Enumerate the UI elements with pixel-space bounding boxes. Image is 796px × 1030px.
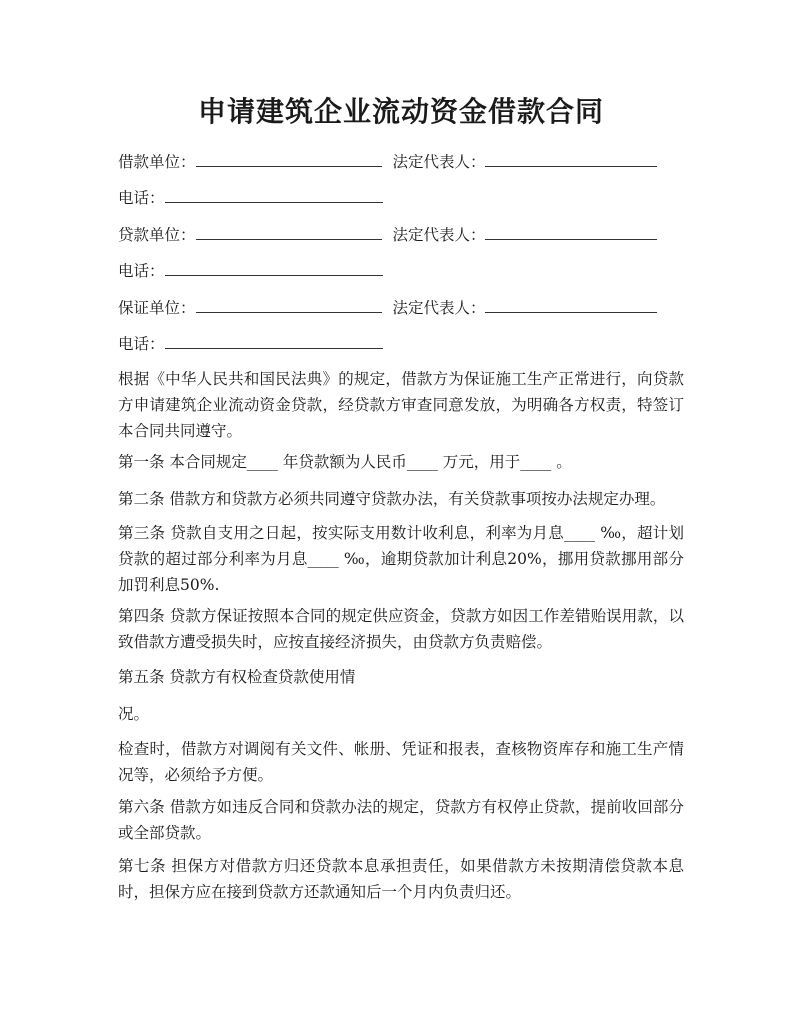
document-title: 申请建筑企业流动资金借款合同: [197, 95, 604, 128]
guarantor-blank: [196, 296, 382, 313]
lender-rep-label: 法定代表人：: [392, 226, 486, 244]
article-5-heading: 第五条 贷款方有权检查贷款使用情: [118, 668, 356, 686]
article-7: 第七条 担保方对借款方归还贷款本息承担责任，如果借款方未按期清偿贷款本息时，担保方应在接到贷款方还款通知后一个月内负责归还。: [118, 857, 684, 901]
article-4: 第四条 贷款方保证按照本合同的规定供应资金，贷款方如因工作差错贻误用款，以致借款方遭受损失时，应按直接经济损失，由贷款方负责赔偿。: [118, 607, 684, 651]
article-5-continuation: 况。: [118, 705, 150, 723]
borrower-phone-blank: [165, 186, 383, 203]
borrower-rep-blank: [485, 150, 657, 167]
article-5-detail: 检查时，借款方对调阅有关文件、帐册、凭证和报表，查核物资库存和施工生产情况等，必须给予方便。: [118, 740, 684, 784]
lender-phone-label: 电话：: [118, 262, 165, 280]
article-1: 第一条 本合同规定____ 年贷款额为人民币____ 万元，用于____ 。: [118, 453, 572, 471]
lender-label: 贷款单位：: [118, 226, 196, 244]
lender-phone-line: [118, 259, 383, 281]
borrower-line: [118, 150, 657, 172]
guarantor-rep-label: 法定代表人：: [392, 299, 486, 317]
borrower-rep-label: 法定代表人：: [392, 153, 486, 171]
lender-line: [118, 223, 657, 245]
preamble-paragraph: 根据《中华人民共和国民法典》的规定，借款方为保证施工生产正常进行，向贷款方申请建筑企业流动资金贷款，经贷款方审查同意发放，为明确各方权责，特签订本合同共同遵守。: [118, 370, 684, 440]
guarantor-label: 保证单位：: [118, 299, 196, 317]
article-3: 第三条 贷款自支用之日起，按实际支用数计收利息，利率为月息____ ‰，超计划贷款的超过部分利率为月息____ ‰，逾期贷款加计利息20%，挪用贷款挪用部分加罚利息50%.: [118, 524, 684, 594]
guarantor-phone-blank: [165, 332, 383, 349]
guarantor-rep-blank: [485, 296, 657, 313]
article-2: 第二条 借款方和贷款方必须共同遵守贷款办法，有关贷款事项按办法规定办理。: [118, 490, 666, 508]
borrower-blank: [196, 150, 382, 167]
borrower-phone-label: 电话：: [118, 189, 165, 207]
lender-phone-blank: [165, 259, 383, 276]
lender-rep-blank: [485, 223, 657, 240]
guarantor-line: [118, 296, 657, 318]
borrower-phone-line: [118, 186, 383, 208]
borrower-label: 借款单位：: [118, 153, 196, 171]
article-6: 第六条 借款方如违反合同和贷款办法的规定，贷款方有权停止贷款，提前收回部分或全部贷款。: [118, 798, 684, 842]
guarantor-phone-line: [118, 332, 383, 354]
guarantor-phone-label: 电话：: [118, 335, 165, 353]
lender-blank: [196, 223, 382, 240]
